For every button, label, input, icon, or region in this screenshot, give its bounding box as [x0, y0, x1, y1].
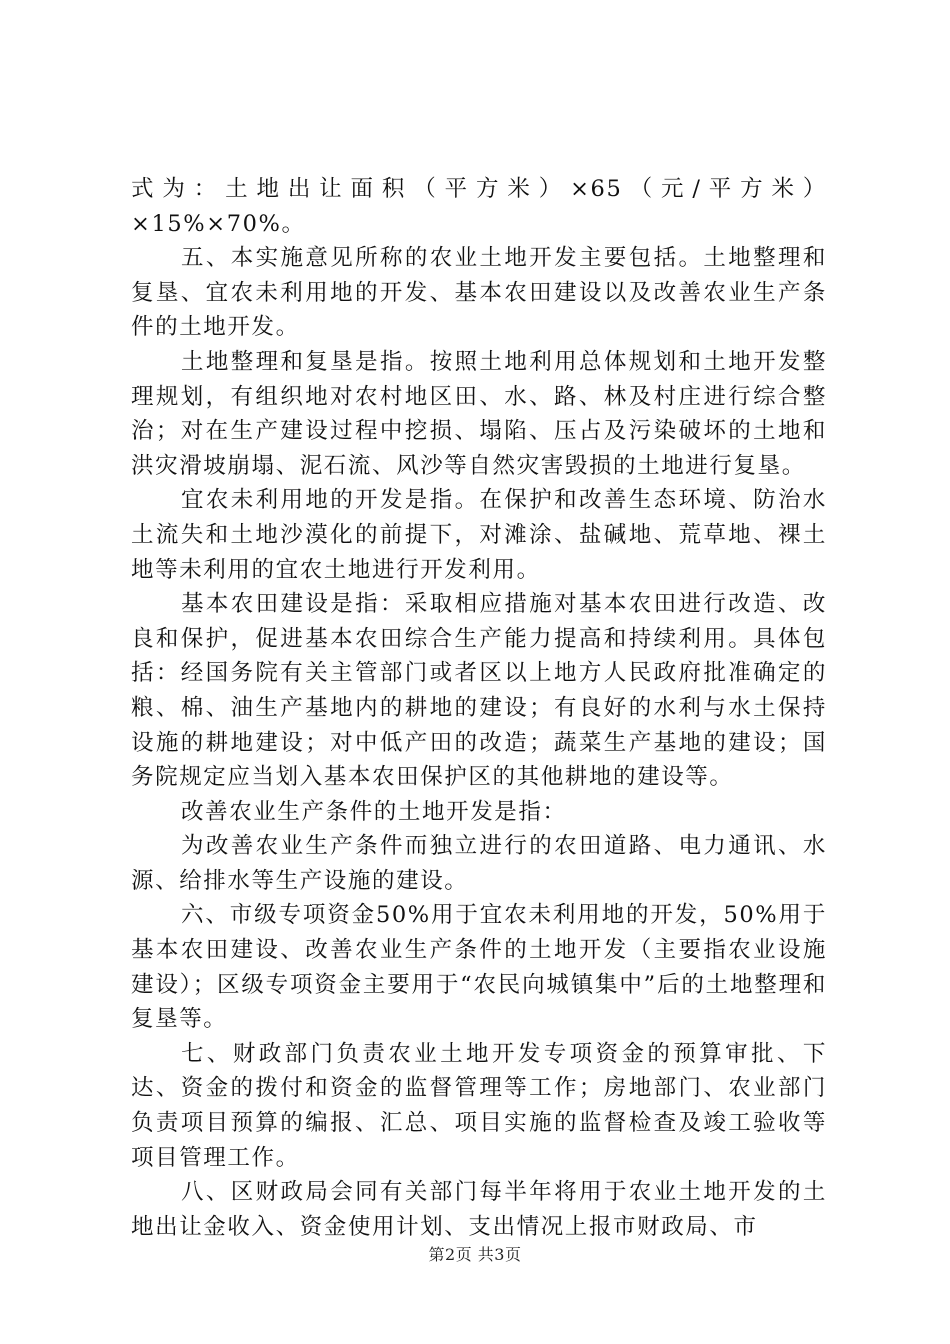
paragraph-land-consolidation: 土地整理和复垦是指。按照土地利用总体规划和土地开发整理规划，有组织地对农村地区田、水、路、林及村庄进行综合整治；对在生产建设过程中挖损、塌陷、压占及污染破坏的土地和洪灾滑坡崩塌、泥石流、风沙等自然灾害毁损的土地进行复垦。 [131, 348, 827, 479]
paragraph-item-seven: 七、财政部门负责农业土地开发专项资金的预算审批、下达、资金的拨付和资金的监督管理等工作；房地部门、农业部门负责项目预算的编报、汇总、项目实施的监督检查及竣工验收等项目管理工作。 [131, 1040, 827, 1171]
paragraph-item-eight: 八、区财政局会同有关部门每半年将用于农业土地开发的土地出让金收入、资金使用计划、支出情况上报市财政局、市 [131, 1179, 827, 1240]
page-number-label: 第2页 共3页 [428, 1245, 522, 1264]
paragraph-unused-land: 宜农未利用地的开发是指。在保护和改善生态环境、防治水土流失和土地沙漠化的前提下，对滩涂、盐碱地、荒草地、裸土地等未利用的宜农土地进行开发利用。 [131, 487, 827, 583]
paragraph-conditions-heading: 改善农业生产条件的土地开发是指： [181, 798, 567, 825]
paragraph-formula: 式为：土地出让面积（平方米）×65（元/平方米）×15%×70%。 [131, 176, 827, 237]
paragraph-item-five: 五、本实施意见所称的农业土地开发主要包括。土地整理和复垦、宜农未利用地的开发、基本农田建设以及改善农业生产条件的土地开发。 [131, 245, 827, 341]
paragraph-basic-farmland: 基本农田建设是指：采取相应措施对基本农田进行改造、改良和保护，促进基本农田综合生产能力提高和持续利用。具体包括：经国务院有关主管部门或者区以上地方人民政府批准确定的粮、棉、油生产基地内的耕地的建设；有良好的水利与水土保持设施的耕地建设；对中低产田的改造；蔬菜生产基地的建设；国务院规定应当划入基本农田保护区的其他耕地的建设等。 [131, 591, 827, 791]
document-body [131, 172, 827, 1244]
page-footer [0, 1245, 950, 1265]
paragraph-conditions-detail: 为改善农业生产条件而独立进行的农田道路、电力通讯、水源、给排水等生产设施的建设。 [131, 833, 827, 894]
paragraph-item-six: 六、市级专项资金50%用于宜农未利用地的开发，50%用于基本农田建设、改善农业生产条件的土地开发（主要指农业设施建设）；区级专项资金主要用于“农民向城镇集中”后的土地整理和复垦等。 [131, 902, 827, 1033]
